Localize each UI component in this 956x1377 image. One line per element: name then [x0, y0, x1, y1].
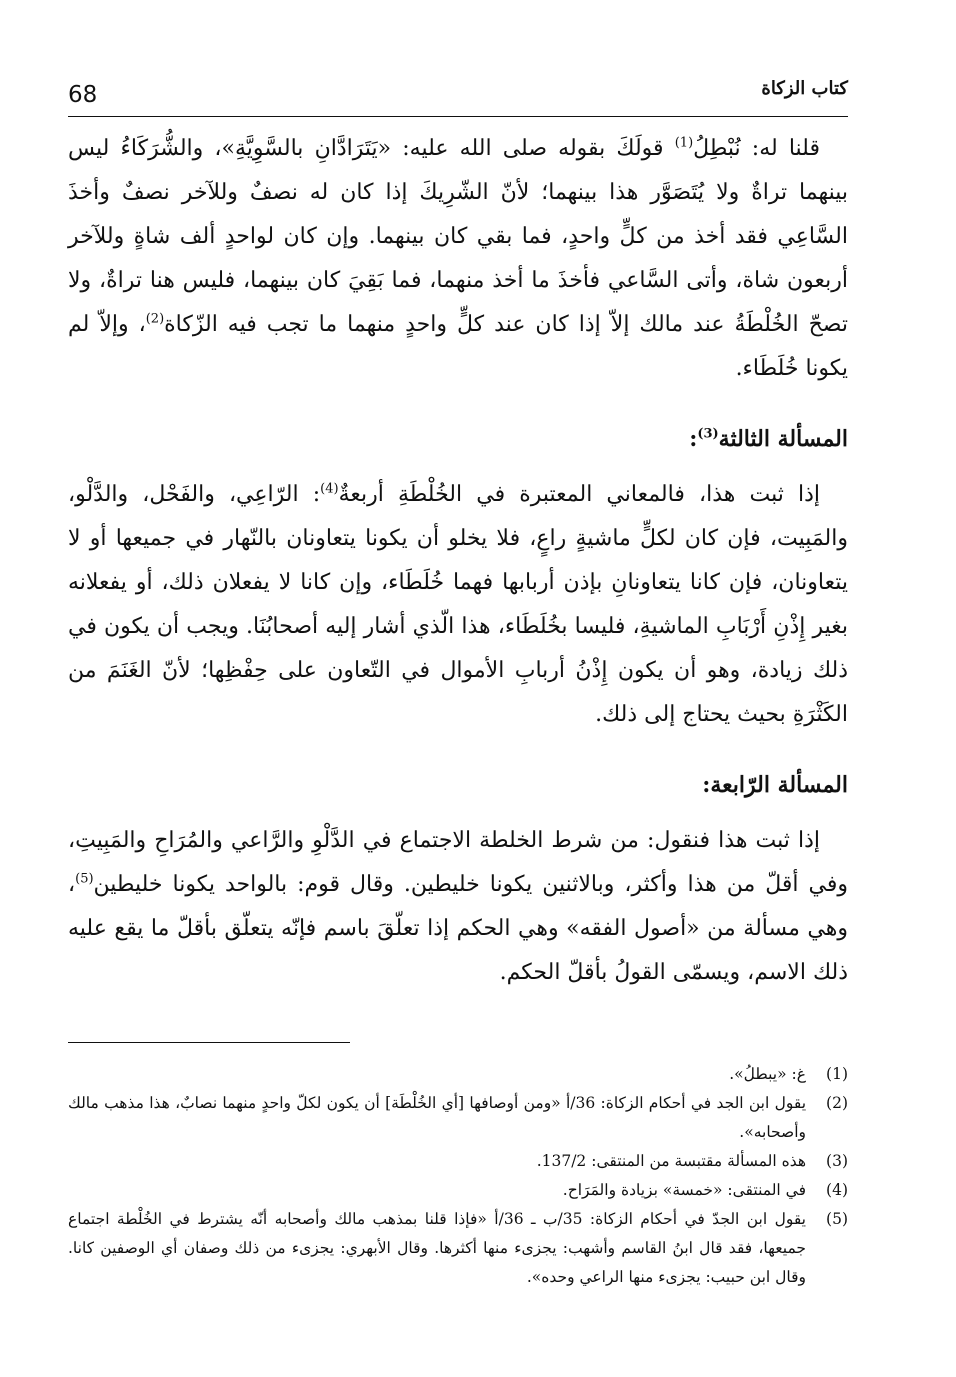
footnote-item [68, 1176, 848, 1205]
footnote-text: غ: «يبطلُ». [729, 1065, 806, 1083]
paragraph-text: : الرّاعِي، والفَحْل، والدَّلْو، والمَبِيت، فإن كان لكلٍّ ماشيةٍ راعٍ، فلا يخلو أن يكونا يتعاونان بالنّهار في جميعها أو لا يتعاونان، فإن كانا يتعاونانِ بإذن أربابها فهما خُلَطَاء، وإن كانا لا يفعلان ذلك، أو يفعلانه بغير إِذْنِ أَرْبَابِ الماشيةِ، فليسا بخُلَطَاء، هذا الّذي أشار إليه أصحابُنَا. ويجب أن يكون في ذلك زيادة، وهو أن يكون إِذْنُ أربابِ الأموال في التّعاون على حِفْظِها؛ لأنّ الغَنَمَ من الكَثْرَةِ بحيث يحتاج إلى ذلك. [68, 482, 848, 727]
footnotes [68, 1060, 848, 1292]
footnote-item [68, 1089, 848, 1147]
page-number: 68 [68, 82, 98, 108]
paragraph-text: إذا ثبت هذا فنقول: من شرط الخلطة الاجتماع في الدَّلْوِ والرَّاعي والمُرَاحِ والمَبِيتِ، وفي أقلّ من هذا وأكثر، وبالاثنين يكونا خليطين. وقال قوم: بالواحد يكونا خليطين [68, 828, 848, 897]
paragraph-fourth [68, 819, 848, 995]
footnote-text: يقول ابن الجدّ في أحكام الزكاة: 35/ب ـ 36/أ «فإذا قلنا بمذهب مالك وأصحابه أنّه يشترط في الخُلْطة اجتماع جميعها، فقد قال ابنُ القاسم وأشهب: يجزىء منها أكثرها. وقال الأبهري: يجزىء من ذلك وصفان أي الوصفين كانا. وقال ابن حبيب: يجزىء منها الراعي وحده». [68, 1210, 806, 1286]
footnote-number: (2) [826, 1094, 848, 1112]
footnote-ref[interactable]: (3) [697, 426, 719, 442]
footnote-ref[interactable]: (1) [674, 135, 694, 151]
footnote-divider [68, 1042, 350, 1043]
footnote-number: (1) [826, 1065, 848, 1083]
running-head [68, 70, 848, 117]
paragraph-intro [68, 127, 848, 391]
heading-text: المسألة الرّابعة [710, 772, 848, 798]
section-heading-fourth [68, 763, 848, 807]
footnote-text: هذه المسألة مقتبسة من المنتقى: 137/2. [536, 1152, 806, 1170]
heading-colon: : [702, 772, 711, 798]
footnote-ref[interactable]: (2) [145, 311, 165, 327]
footnote-number: (5) [826, 1210, 848, 1228]
book-page [68, 70, 848, 1286]
paragraph-text: ، وهي مسألة من «أصول الفقه» وهي الحكم إذا تعلّقَ باسم فإنّه يتعلّق بأقلّ ما يقع عليه ذلك الاسم، ويسمّى القولُ بأقلّ الحكم. [68, 872, 848, 985]
footnote-item [68, 1060, 848, 1089]
paragraph-text: قلنا له: نُبْطِلُ [693, 136, 820, 161]
body-text [68, 127, 848, 995]
footnote-text: في المنتقى: «خمسة» بزيادة والمَرَاح. [562, 1181, 806, 1199]
footnote-number: (3) [826, 1152, 848, 1170]
paragraph-third [68, 473, 848, 737]
footnote-ref[interactable]: (4) [320, 481, 339, 497]
footnote-number: (4) [826, 1181, 848, 1199]
footnote-item [68, 1205, 848, 1292]
paragraph-text: إذا ثبت هذا، فالمعاني المعتبرة في الخُلْطَةِ أربعةٌ [338, 482, 820, 507]
heading-colon: : [689, 426, 698, 452]
paragraph-text: قولَكَ بقوله صلى الله عليه: «يَتَرَادَّانِ بالسَّوِيَّةِ»، والشُّرَكَاءُ ليس بينهما تراةٌ ولا يُتَصَوَّر هذا بينهما؛ لأنّ الشّرِيكَ إذا كان له نصفٌ وللآخر نصفٌ وأخذَ السَّاعِي فقد أخذ من كلٍّ واحدٍ، فما بقي كان بينهما. وإن كان لواحدٍ ألف شاةٍ وللآخر أربعون شاة، وأتى السَّاعي فأخذَ ما أخذ منهما، فما بَقِيَ كان بينهما، فليس هنا تراةٌ، ولا تصحّ الخُلْطَةُ عند مالك إلاّ إذا كان عند كلٍّ واحدٍ منهما ما تجب فيه الزّكاة [68, 136, 848, 337]
paragraph-text: ، وإلاّ لم يكونا خُلَطَاء. [68, 312, 848, 381]
footnote-item [68, 1147, 848, 1176]
footnote-text: يقول ابن الجد في أحكام الزكاة: 36/أ «ومن أوصافها [أي الخُلْطَة] أن يكون لكلّ واحدٍ منهما نصابٌ، هذا مذهب مالك وأصحابه». [68, 1094, 807, 1141]
book-title: كتاب الزكاة [761, 78, 848, 99]
section-heading-third [68, 417, 848, 461]
heading-text: المسألة الثالثة [718, 426, 848, 452]
footnote-ref[interactable]: (5) [75, 871, 94, 887]
